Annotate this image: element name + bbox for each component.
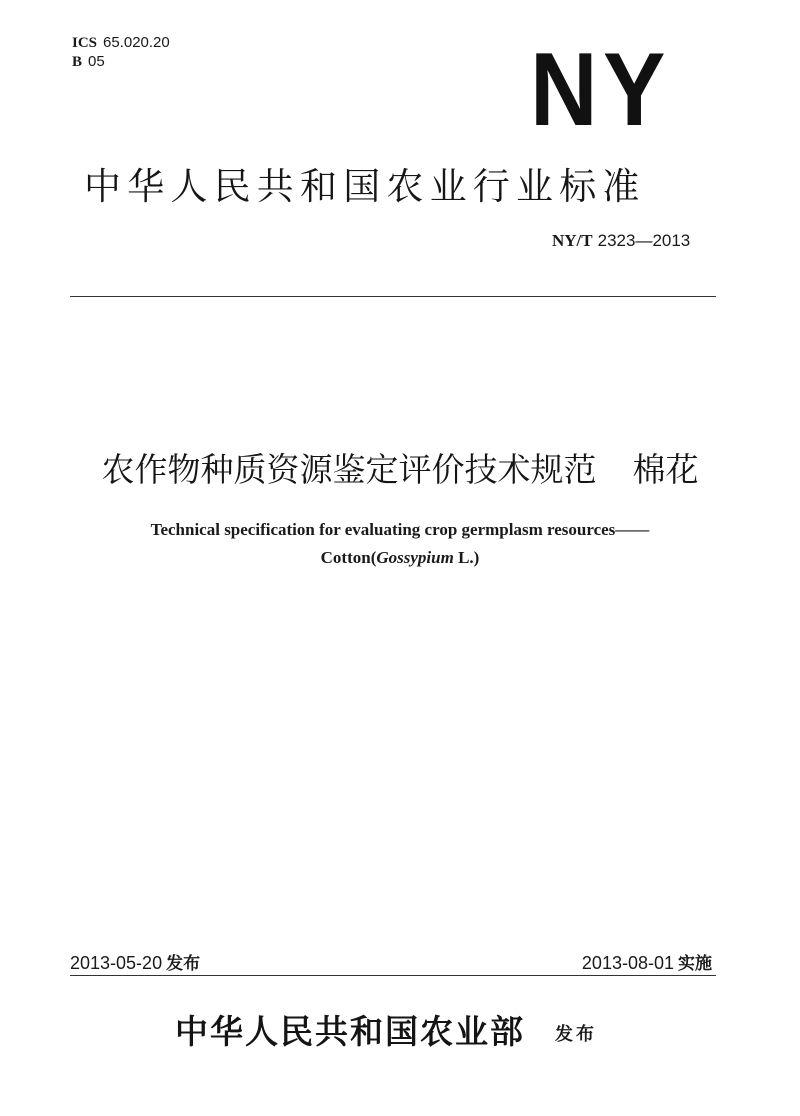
standard-prefix: NY/T: [552, 231, 593, 250]
ministry-action: 发布: [555, 1024, 597, 1045]
issue-date-value: 2013-05-20: [70, 953, 163, 973]
ics-code: 65.020.20: [103, 34, 170, 51]
header-divider: [70, 296, 716, 297]
standard-number: [552, 230, 690, 252]
english-title-crop: Cotton(: [320, 548, 377, 567]
footer-divider: [70, 975, 716, 976]
ny-standard-logo: NY: [530, 32, 671, 148]
english-title-line1: Technical specification for evaluating crop germplasm resources——: [150, 520, 650, 539]
chinese-title-sub: 棉花: [632, 450, 699, 489]
issue-date: [70, 951, 200, 976]
implementation-date-value: 2013-08-01: [581, 953, 674, 973]
ccs-code: 05: [88, 53, 105, 70]
issue-date-label: 发布: [166, 954, 201, 974]
chinese-title-main: 农作物种质资源鉴定评价技术规范: [101, 450, 597, 489]
implementation-date: [582, 951, 712, 976]
english-title-suffix: L.): [453, 548, 480, 567]
issuer-title: 中华人民共和国农业行业标准: [84, 165, 646, 208]
implementation-date-label: 实施: [678, 954, 712, 974]
english-title-latin-name: Gossypium: [376, 548, 454, 567]
ics-label: ICS: [72, 35, 98, 51]
issuing-ministry: 中华人民共和国农业部: [175, 1012, 525, 1051]
chinese-title: [0, 448, 800, 492]
ccs-classification: [72, 52, 105, 72]
standard-code: 2323—2013: [597, 231, 691, 250]
english-title-line2: [0, 546, 800, 570]
ccs-label: B: [72, 54, 83, 70]
ics-classification: [72, 33, 170, 53]
